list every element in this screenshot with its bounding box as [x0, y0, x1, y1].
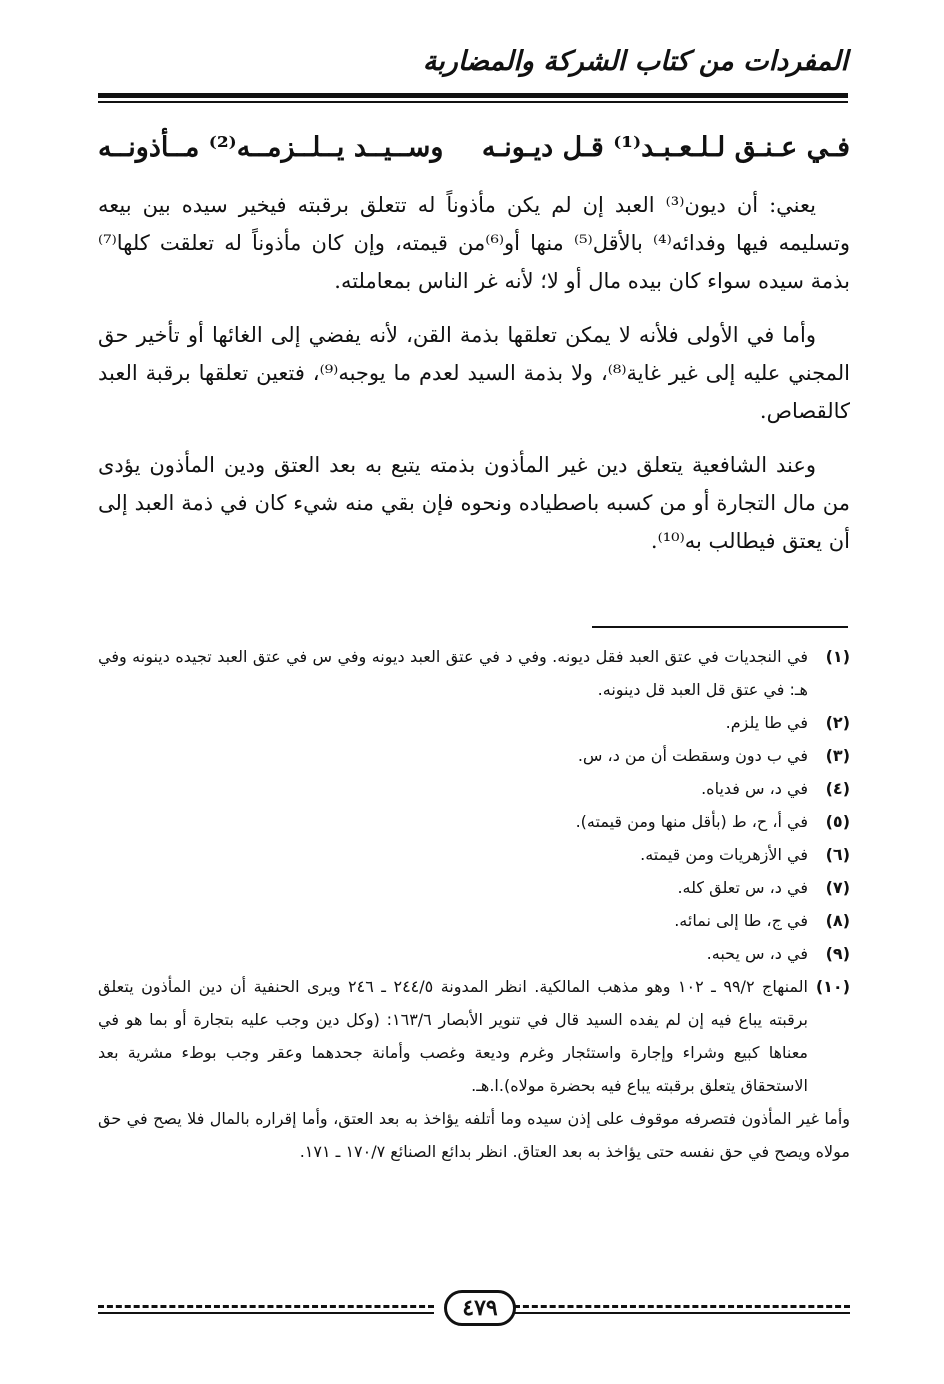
footer-solid-rule-left — [98, 1312, 434, 1314]
footnote-item — [98, 970, 850, 1102]
footnote-item — [98, 805, 850, 838]
page-number: ٤٧٩ — [444, 1290, 516, 1326]
footnotes — [98, 640, 850, 1168]
footnote-item — [98, 838, 850, 871]
footnote-text: في د، س تعلق كله. — [677, 878, 808, 897]
header-rule-thick — [98, 93, 848, 98]
page-footer — [98, 1290, 850, 1324]
footnote-text: في النجديات في عتق العبد فقل ديونه. وفي د في عتق العبد ديونه وفي س في عتق العبد تجيده دينونه وفي هـ: في عتق قل العبد قل دينونه. — [98, 647, 808, 699]
body-paragraph: وأما في الأولى فلأنه لا يمكن تعلقها بذمة القن، لأنه يفضي إلى الغائها أو تأخير حق المجني عليه إلى غير غاية⁽⁸⁾، ولا بذمة السيد لعدم ما يوجبه⁽⁹⁾، فتعين تعلقها برقبة العبد كالقصاص. — [98, 323, 850, 423]
footnote-number: (٨) — [825, 911, 850, 930]
footnote-item — [98, 937, 850, 970]
footnote-item — [98, 772, 850, 805]
footnote-item — [98, 904, 850, 937]
footnote-item — [98, 640, 850, 706]
footnote-item — [98, 706, 850, 739]
running-header: المفردات من كتاب الشركة والمضاربة — [422, 46, 848, 77]
footnote-separator — [592, 626, 848, 628]
footnote-number: (٣) — [825, 746, 850, 765]
footnote-text: في طا يلزم. — [725, 713, 808, 732]
footer-dashed-rule-left — [98, 1305, 434, 1308]
verse-second-hemistich: وســيــد يــلــزمــه⁽²⁾ مــأذونــه — [98, 131, 444, 163]
footnote-number: (١) — [825, 647, 850, 666]
footnote-number: (٢) — [825, 713, 850, 732]
header-rule-thin — [98, 101, 848, 103]
footnote-text: في أ، ح، ط (بأقل منها ومن قيمته). — [575, 812, 808, 831]
footnote-item — [98, 739, 850, 772]
footnote-text: في د، س فدياه. — [701, 779, 808, 798]
body-paragraph: يعني: أن ديون⁽³⁾ العبد إن لم يكن مأذوناً له تتعلق برقبته فيخير سيده بين بيعه وتسليمه فيها وفدائه⁽⁴⁾ بالأقل⁽⁵⁾ منها أو⁽⁶⁾من قيمته، وإن كان مأذوناً له تعلقت كلها⁽⁷⁾ بذمة سيده سواء كان بيده مال أو لا؛ لأنه غر الناس بمعاملته. — [98, 193, 851, 293]
footnote-text: المنهاج ٩٩/٢ ـ ١٠٢ وهو مذهب المالكية. انظر المدونة ٢٤٤/٥ ـ ٢٤٦ ويرى الحنفية أن دين المأذون يتعلق برقبته يباع فيه إن لم يفده السيد قال في تنوير الأبصار ١٦٣/٦: (وكل دين وجب عليه بتجارة أو بما هو في معناها كبيع وشراء وإجارة واستئجار وغرم وديعة وغصب وأمانة جحدهما وعقر وجب بوطء مشرية بعد الاستحقاق يتعلق برقبته يباع فيه بحضرة مولاه).ا.هـ. — [98, 977, 808, 1095]
verse-first-hemistich: فـي عـنـق لـلـعـبـد⁽¹⁾ قـل ديـونـه — [481, 131, 850, 163]
footnote-text: في الأزهريات ومن قيمته. — [640, 845, 808, 864]
body-paragraph: وعند الشافعية يتعلق دين غير المأذون بذمته يتبع به بعد العتق ودين المأذون يؤدى من مال التجارة أو من كسبه باصطياده ونحوه فإن بقي منه شيء كان في ذمة العبد إلى أن يعتق فيطالب به⁽¹⁰⁾. — [98, 453, 850, 553]
footnote-number: (٤) — [825, 779, 850, 798]
footnote-number: (٥) — [825, 812, 850, 831]
footnote-number: (١٠) — [815, 977, 850, 996]
footnote-number: (٩) — [825, 944, 850, 963]
footnote-number: (٧) — [825, 878, 850, 897]
footnote-number: (٦) — [825, 845, 850, 864]
poem-verse — [98, 122, 850, 172]
body-text — [98, 186, 850, 576]
footnote-text: في ب دون وسقطت أن من د، س. — [577, 746, 808, 765]
footer-dashed-rule-right — [514, 1305, 850, 1308]
footer-solid-rule-right — [514, 1312, 850, 1314]
footnote-continuation: وأما غير المأذون فتصرفه موقوف على إذن سيده وما أتلفه يؤاخذ به بعد العتق، وأما إقراره بالمال فلا يصح في حق مولاه ويصح في حق نفسه حتى يؤاخذ به بعد العتاق. انظر بدائع الصنائع ١٧٠/٧ ـ ١٧١. — [98, 1109, 850, 1161]
footnote-text: في د، س يحبه. — [706, 944, 808, 963]
footnote-item — [98, 871, 850, 904]
footnote-text: في ج، طا إلى نمائه. — [674, 911, 808, 930]
